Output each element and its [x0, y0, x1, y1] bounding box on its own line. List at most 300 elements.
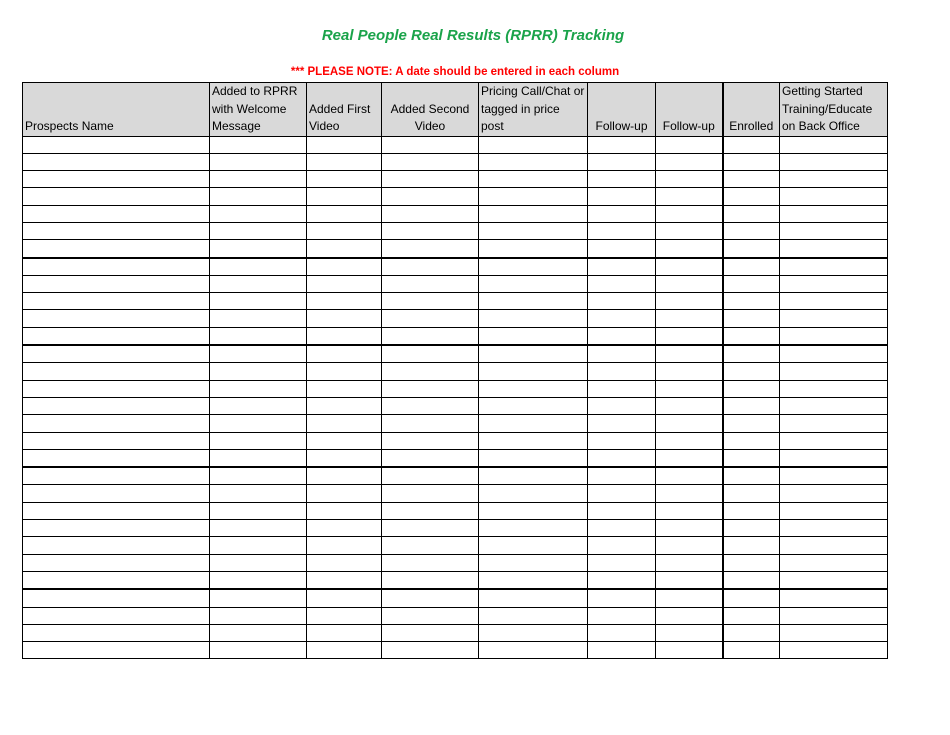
cell-added-to-rprr[interactable] — [210, 327, 307, 345]
cell-follow-up-2[interactable] — [656, 397, 723, 414]
cell-added-first-video[interactable] — [307, 537, 382, 554]
cell-follow-up-1[interactable] — [588, 153, 656, 170]
cell-getting-started[interactable] — [780, 310, 888, 327]
cell-pricing-call[interactable] — [479, 589, 588, 607]
cell-pricing-call[interactable] — [479, 153, 588, 170]
table-row — [23, 485, 888, 502]
cell-pricing-call[interactable] — [479, 310, 588, 327]
cell-added-to-rprr[interactable] — [210, 502, 307, 519]
cell-enrolled[interactable] — [723, 642, 780, 659]
cell-added-first-video[interactable] — [307, 205, 382, 222]
cell-follow-up-1[interactable] — [588, 485, 656, 502]
cell-prospects-name[interactable] — [23, 293, 210, 310]
cell-follow-up-2[interactable] — [656, 258, 723, 276]
cell-prospects-name[interactable] — [23, 240, 210, 258]
cell-added-second-video[interactable] — [382, 485, 479, 502]
cell-added-to-rprr[interactable] — [210, 589, 307, 607]
cell-added-first-video[interactable] — [307, 345, 382, 363]
cell-getting-started[interactable] — [780, 449, 888, 467]
cell-getting-started[interactable] — [780, 485, 888, 502]
cell-added-first-video[interactable] — [307, 571, 382, 589]
cell-added-second-video[interactable] — [382, 345, 479, 363]
cell-added-first-video[interactable] — [307, 449, 382, 467]
cell-prospects-name[interactable] — [23, 432, 210, 449]
cell-enrolled[interactable] — [723, 327, 780, 345]
cell-follow-up-2[interactable] — [656, 449, 723, 467]
cell-enrolled[interactable] — [723, 432, 780, 449]
cell-getting-started[interactable] — [780, 571, 888, 589]
cell-pricing-call[interactable] — [479, 415, 588, 432]
cell-added-first-video[interactable] — [307, 310, 382, 327]
cell-enrolled[interactable] — [723, 571, 780, 589]
table-row — [23, 345, 888, 363]
cell-enrolled[interactable] — [723, 205, 780, 222]
cell-prospects-name[interactable] — [23, 258, 210, 276]
table-row — [23, 554, 888, 571]
cell-added-first-video[interactable] — [307, 275, 382, 292]
cell-added-first-video[interactable] — [307, 467, 382, 485]
cell-prospects-name[interactable] — [23, 310, 210, 327]
cell-follow-up-1[interactable] — [588, 467, 656, 485]
cell-added-to-rprr[interactable] — [210, 188, 307, 205]
cell-follow-up-2[interactable] — [656, 222, 723, 239]
table-row — [23, 380, 888, 397]
cell-added-second-video[interactable] — [382, 205, 479, 222]
cell-follow-up-1[interactable] — [588, 205, 656, 222]
cell-getting-started[interactable] — [780, 153, 888, 170]
instruction-note: *** PLEASE NOTE: A date should be entered in each column — [290, 66, 620, 78]
cell-pricing-call[interactable] — [479, 467, 588, 485]
cell-added-to-rprr[interactable] — [210, 415, 307, 432]
cell-prospects-name[interactable] — [23, 153, 210, 170]
cell-added-first-video[interactable] — [307, 293, 382, 310]
cell-prospects-name[interactable] — [23, 222, 210, 239]
cell-enrolled[interactable] — [723, 502, 780, 519]
cell-getting-started[interactable] — [780, 171, 888, 188]
cell-added-second-video[interactable] — [382, 432, 479, 449]
cell-pricing-call[interactable] — [479, 188, 588, 205]
cell-enrolled[interactable] — [723, 171, 780, 188]
cell-enrolled[interactable] — [723, 363, 780, 380]
table-body — [23, 136, 888, 659]
cell-added-to-rprr[interactable] — [210, 432, 307, 449]
cell-added-first-video[interactable] — [307, 380, 382, 397]
cell-follow-up-1[interactable] — [588, 293, 656, 310]
cell-added-second-video[interactable] — [382, 153, 479, 170]
cell-getting-started[interactable] — [780, 397, 888, 414]
cell-prospects-name[interactable] — [23, 188, 210, 205]
cell-enrolled[interactable] — [723, 136, 780, 153]
table-row — [23, 520, 888, 537]
cell-prospects-name[interactable] — [23, 467, 210, 485]
cell-prospects-name[interactable] — [23, 380, 210, 397]
cell-pricing-call[interactable] — [479, 327, 588, 345]
table-row — [23, 205, 888, 222]
table-row — [23, 502, 888, 519]
cell-prospects-name[interactable] — [23, 363, 210, 380]
cell-getting-started[interactable] — [780, 415, 888, 432]
cell-enrolled[interactable] — [723, 415, 780, 432]
cell-enrolled[interactable] — [723, 520, 780, 537]
cell-prospects-name[interactable] — [23, 571, 210, 589]
cell-added-to-rprr[interactable] — [210, 485, 307, 502]
cell-added-first-video[interactable] — [307, 485, 382, 502]
cell-getting-started[interactable] — [780, 275, 888, 292]
cell-prospects-name[interactable] — [23, 327, 210, 345]
cell-getting-started[interactable] — [780, 205, 888, 222]
cell-getting-started[interactable] — [780, 136, 888, 153]
cell-follow-up-1[interactable] — [588, 310, 656, 327]
cell-pricing-call[interactable] — [479, 537, 588, 554]
cell-pricing-call[interactable] — [479, 293, 588, 310]
cell-pricing-call[interactable] — [479, 624, 588, 641]
cell-pricing-call[interactable] — [479, 554, 588, 571]
cell-prospects-name[interactable] — [23, 554, 210, 571]
cell-follow-up-2[interactable] — [656, 240, 723, 258]
cell-pricing-call[interactable] — [479, 607, 588, 624]
cell-added-first-video[interactable] — [307, 363, 382, 380]
table-row — [23, 537, 888, 554]
cell-prospects-name[interactable] — [23, 397, 210, 414]
cell-follow-up-1[interactable] — [588, 571, 656, 589]
cell-getting-started[interactable] — [780, 432, 888, 449]
cell-added-to-rprr[interactable] — [210, 642, 307, 659]
cell-added-second-video[interactable] — [382, 136, 479, 153]
cell-enrolled[interactable] — [723, 607, 780, 624]
cell-added-to-rprr[interactable] — [210, 153, 307, 170]
cell-added-second-video[interactable] — [382, 171, 479, 188]
cell-follow-up-2[interactable] — [656, 188, 723, 205]
cell-added-to-rprr[interactable] — [210, 467, 307, 485]
cell-follow-up-1[interactable] — [588, 222, 656, 239]
cell-getting-started[interactable] — [780, 624, 888, 641]
cell-getting-started[interactable] — [780, 520, 888, 537]
cell-follow-up-2[interactable] — [656, 136, 723, 153]
cell-enrolled[interactable] — [723, 275, 780, 292]
cell-follow-up-1[interactable] — [588, 415, 656, 432]
cell-added-to-rprr[interactable] — [210, 624, 307, 641]
cell-added-to-rprr[interactable] — [210, 293, 307, 310]
cell-prospects-name[interactable] — [23, 589, 210, 607]
cell-added-to-rprr[interactable] — [210, 205, 307, 222]
cell-getting-started[interactable] — [780, 467, 888, 485]
cell-follow-up-1[interactable] — [588, 397, 656, 414]
cell-prospects-name[interactable] — [23, 502, 210, 519]
cell-follow-up-2[interactable] — [656, 345, 723, 363]
cell-prospects-name[interactable] — [23, 642, 210, 659]
cell-added-first-video[interactable] — [307, 222, 382, 239]
column-header-added-to-rprr: Added to RPRR with Welcome Message — [210, 83, 307, 137]
cell-enrolled[interactable] — [723, 293, 780, 310]
cell-follow-up-2[interactable] — [656, 171, 723, 188]
cell-pricing-call[interactable] — [479, 363, 588, 380]
cell-follow-up-2[interactable] — [656, 642, 723, 659]
cell-added-first-video[interactable] — [307, 153, 382, 170]
cell-enrolled[interactable] — [723, 222, 780, 239]
table-row — [23, 363, 888, 380]
cell-prospects-name[interactable] — [23, 136, 210, 153]
cell-pricing-call[interactable] — [479, 380, 588, 397]
cell-prospects-name[interactable] — [23, 415, 210, 432]
table-row — [23, 310, 888, 327]
cell-follow-up-2[interactable] — [656, 607, 723, 624]
cell-added-first-video[interactable] — [307, 589, 382, 607]
cell-follow-up-1[interactable] — [588, 380, 656, 397]
cell-follow-up-1[interactable] — [588, 624, 656, 641]
cell-follow-up-1[interactable] — [588, 258, 656, 276]
cell-follow-up-2[interactable] — [656, 571, 723, 589]
cell-pricing-call[interactable] — [479, 432, 588, 449]
cell-getting-started[interactable] — [780, 240, 888, 258]
table-row — [23, 136, 888, 153]
cell-getting-started[interactable] — [780, 363, 888, 380]
cell-pricing-call[interactable] — [479, 171, 588, 188]
cell-follow-up-2[interactable] — [656, 432, 723, 449]
cell-added-second-video[interactable] — [382, 275, 479, 292]
cell-added-first-video[interactable] — [307, 258, 382, 276]
cell-follow-up-2[interactable] — [656, 624, 723, 641]
column-header-enrolled: Enrolled — [723, 83, 780, 137]
cell-follow-up-1[interactable] — [588, 136, 656, 153]
cell-follow-up-1[interactable] — [588, 589, 656, 607]
cell-getting-started[interactable] — [780, 345, 888, 363]
cell-added-to-rprr[interactable] — [210, 397, 307, 414]
cell-getting-started[interactable] — [780, 642, 888, 659]
table-row — [23, 275, 888, 292]
cell-follow-up-2[interactable] — [656, 327, 723, 345]
cell-enrolled[interactable] — [723, 589, 780, 607]
cell-pricing-call[interactable] — [479, 240, 588, 258]
cell-follow-up-2[interactable] — [656, 310, 723, 327]
cell-getting-started[interactable] — [780, 327, 888, 345]
cell-added-first-video[interactable] — [307, 171, 382, 188]
cell-follow-up-2[interactable] — [656, 293, 723, 310]
cell-follow-up-1[interactable] — [588, 607, 656, 624]
cell-follow-up-1[interactable] — [588, 642, 656, 659]
cell-getting-started[interactable] — [780, 502, 888, 519]
cell-prospects-name[interactable] — [23, 345, 210, 363]
cell-added-to-rprr[interactable] — [210, 571, 307, 589]
cell-added-first-video[interactable] — [307, 188, 382, 205]
cell-prospects-name[interactable] — [23, 449, 210, 467]
cell-pricing-call[interactable] — [479, 642, 588, 659]
cell-pricing-call[interactable] — [479, 485, 588, 502]
cell-enrolled[interactable] — [723, 310, 780, 327]
cell-follow-up-1[interactable] — [588, 188, 656, 205]
cell-enrolled[interactable] — [723, 397, 780, 414]
cell-follow-up-1[interactable] — [588, 240, 656, 258]
cell-added-first-video[interactable] — [307, 240, 382, 258]
cell-added-second-video[interactable] — [382, 589, 479, 607]
cell-added-second-video[interactable] — [382, 293, 479, 310]
tracking-table — [22, 82, 888, 659]
cell-added-first-video[interactable] — [307, 415, 382, 432]
cell-follow-up-2[interactable] — [656, 520, 723, 537]
table-row — [23, 589, 888, 607]
cell-added-second-video[interactable] — [382, 624, 479, 641]
cell-added-to-rprr[interactable] — [210, 171, 307, 188]
cell-follow-up-2[interactable] — [656, 485, 723, 502]
cell-follow-up-2[interactable] — [656, 380, 723, 397]
cell-added-second-video[interactable] — [382, 240, 479, 258]
cell-added-second-video[interactable] — [382, 188, 479, 205]
cell-added-second-video[interactable] — [382, 415, 479, 432]
cell-enrolled[interactable] — [723, 554, 780, 571]
cell-prospects-name[interactable] — [23, 624, 210, 641]
cell-added-first-video[interactable] — [307, 554, 382, 571]
cell-follow-up-1[interactable] — [588, 502, 656, 519]
cell-added-first-video[interactable] — [307, 136, 382, 153]
cell-getting-started[interactable] — [780, 554, 888, 571]
cell-added-second-video[interactable] — [382, 222, 479, 239]
cell-follow-up-1[interactable] — [588, 327, 656, 345]
page-title: Real People Real Results (RPRR) Tracking — [321, 27, 625, 44]
cell-enrolled[interactable] — [723, 537, 780, 554]
cell-added-second-video[interactable] — [382, 554, 479, 571]
cell-getting-started[interactable] — [780, 293, 888, 310]
cell-prospects-name[interactable] — [23, 607, 210, 624]
cell-added-second-video[interactable] — [382, 607, 479, 624]
cell-added-second-video[interactable] — [382, 327, 479, 345]
cell-enrolled[interactable] — [723, 449, 780, 467]
cell-pricing-call[interactable] — [479, 397, 588, 414]
cell-getting-started[interactable] — [780, 607, 888, 624]
cell-added-second-video[interactable] — [382, 397, 479, 414]
cell-added-first-video[interactable] — [307, 327, 382, 345]
cell-pricing-call[interactable] — [479, 136, 588, 153]
cell-added-to-rprr[interactable] — [210, 520, 307, 537]
header-row — [23, 83, 888, 137]
cell-follow-up-2[interactable] — [656, 554, 723, 571]
cell-pricing-call[interactable] — [479, 345, 588, 363]
cell-follow-up-1[interactable] — [588, 275, 656, 292]
cell-enrolled[interactable] — [723, 258, 780, 276]
cell-added-second-video[interactable] — [382, 449, 479, 467]
cell-added-second-video[interactable] — [382, 537, 479, 554]
cell-added-to-rprr[interactable] — [210, 449, 307, 467]
cell-added-to-rprr[interactable] — [210, 240, 307, 258]
cell-follow-up-2[interactable] — [656, 537, 723, 554]
cell-added-second-video[interactable] — [382, 502, 479, 519]
cell-added-to-rprr[interactable] — [210, 310, 307, 327]
cell-getting-started[interactable] — [780, 222, 888, 239]
cell-prospects-name[interactable] — [23, 205, 210, 222]
cell-added-second-video[interactable] — [382, 571, 479, 589]
cell-follow-up-2[interactable] — [656, 363, 723, 380]
cell-added-to-rprr[interactable] — [210, 222, 307, 239]
cell-follow-up-2[interactable] — [656, 205, 723, 222]
cell-getting-started[interactable] — [780, 188, 888, 205]
cell-added-to-rprr[interactable] — [210, 554, 307, 571]
cell-added-to-rprr[interactable] — [210, 258, 307, 276]
cell-prospects-name[interactable] — [23, 537, 210, 554]
cell-added-to-rprr[interactable] — [210, 380, 307, 397]
cell-follow-up-1[interactable] — [588, 432, 656, 449]
table-row — [23, 222, 888, 239]
cell-follow-up-1[interactable] — [588, 449, 656, 467]
cell-prospects-name[interactable] — [23, 275, 210, 292]
cell-added-to-rprr[interactable] — [210, 345, 307, 363]
cell-follow-up-1[interactable] — [588, 171, 656, 188]
cell-enrolled[interactable] — [723, 240, 780, 258]
cell-added-first-video[interactable] — [307, 607, 382, 624]
cell-prospects-name[interactable] — [23, 520, 210, 537]
cell-added-second-video[interactable] — [382, 310, 479, 327]
cell-follow-up-2[interactable] — [656, 467, 723, 485]
cell-follow-up-1[interactable] — [588, 520, 656, 537]
cell-prospects-name[interactable] — [23, 171, 210, 188]
table-row — [23, 240, 888, 258]
cell-enrolled[interactable] — [723, 188, 780, 205]
cell-pricing-call[interactable] — [479, 571, 588, 589]
cell-follow-up-2[interactable] — [656, 415, 723, 432]
cell-follow-up-2[interactable] — [656, 275, 723, 292]
table-row — [23, 571, 888, 589]
cell-added-first-video[interactable] — [307, 642, 382, 659]
cell-enrolled[interactable] — [723, 467, 780, 485]
cell-added-second-video[interactable] — [382, 467, 479, 485]
table-row — [23, 171, 888, 188]
column-header-added-first-video: Added First Video — [307, 83, 382, 137]
cell-added-to-rprr[interactable] — [210, 275, 307, 292]
cell-added-first-video[interactable] — [307, 520, 382, 537]
cell-enrolled[interactable] — [723, 153, 780, 170]
cell-added-second-video[interactable] — [382, 363, 479, 380]
cell-added-second-video[interactable] — [382, 642, 479, 659]
cell-prospects-name[interactable] — [23, 485, 210, 502]
cell-getting-started[interactable] — [780, 258, 888, 276]
cell-getting-started[interactable] — [780, 537, 888, 554]
cell-added-second-video[interactable] — [382, 258, 479, 276]
cell-follow-up-1[interactable] — [588, 554, 656, 571]
cell-follow-up-2[interactable] — [656, 502, 723, 519]
cell-enrolled[interactable] — [723, 485, 780, 502]
cell-pricing-call[interactable] — [479, 205, 588, 222]
cell-getting-started[interactable] — [780, 380, 888, 397]
table-row — [23, 642, 888, 659]
cell-enrolled[interactable] — [723, 345, 780, 363]
cell-pricing-call[interactable] — [479, 258, 588, 276]
cell-pricing-call[interactable] — [479, 502, 588, 519]
cell-pricing-call[interactable] — [479, 275, 588, 292]
cell-added-to-rprr[interactable] — [210, 136, 307, 153]
cell-added-first-video[interactable] — [307, 624, 382, 641]
cell-added-to-rprr[interactable] — [210, 363, 307, 380]
cell-enrolled[interactable] — [723, 624, 780, 641]
cell-pricing-call[interactable] — [479, 222, 588, 239]
cell-follow-up-2[interactable] — [656, 153, 723, 170]
cell-enrolled[interactable] — [723, 380, 780, 397]
cell-follow-up-2[interactable] — [656, 589, 723, 607]
cell-added-second-video[interactable] — [382, 380, 479, 397]
column-header-getting-started: Getting Started Training/Educate on Back Office — [780, 83, 888, 137]
cell-follow-up-1[interactable] — [588, 363, 656, 380]
table-row — [23, 467, 888, 485]
cell-follow-up-1[interactable] — [588, 537, 656, 554]
cell-follow-up-1[interactable] — [588, 345, 656, 363]
column-header-prospects-name: Prospects Name — [23, 83, 210, 137]
cell-added-to-rprr[interactable] — [210, 607, 307, 624]
cell-added-first-video[interactable] — [307, 432, 382, 449]
cell-added-second-video[interactable] — [382, 520, 479, 537]
table-row — [23, 397, 888, 414]
cell-added-to-rprr[interactable] — [210, 537, 307, 554]
cell-added-first-video[interactable] — [307, 397, 382, 414]
cell-pricing-call[interactable] — [479, 449, 588, 467]
cell-getting-started[interactable] — [780, 589, 888, 607]
cell-added-first-video[interactable] — [307, 502, 382, 519]
cell-pricing-call[interactable] — [479, 520, 588, 537]
